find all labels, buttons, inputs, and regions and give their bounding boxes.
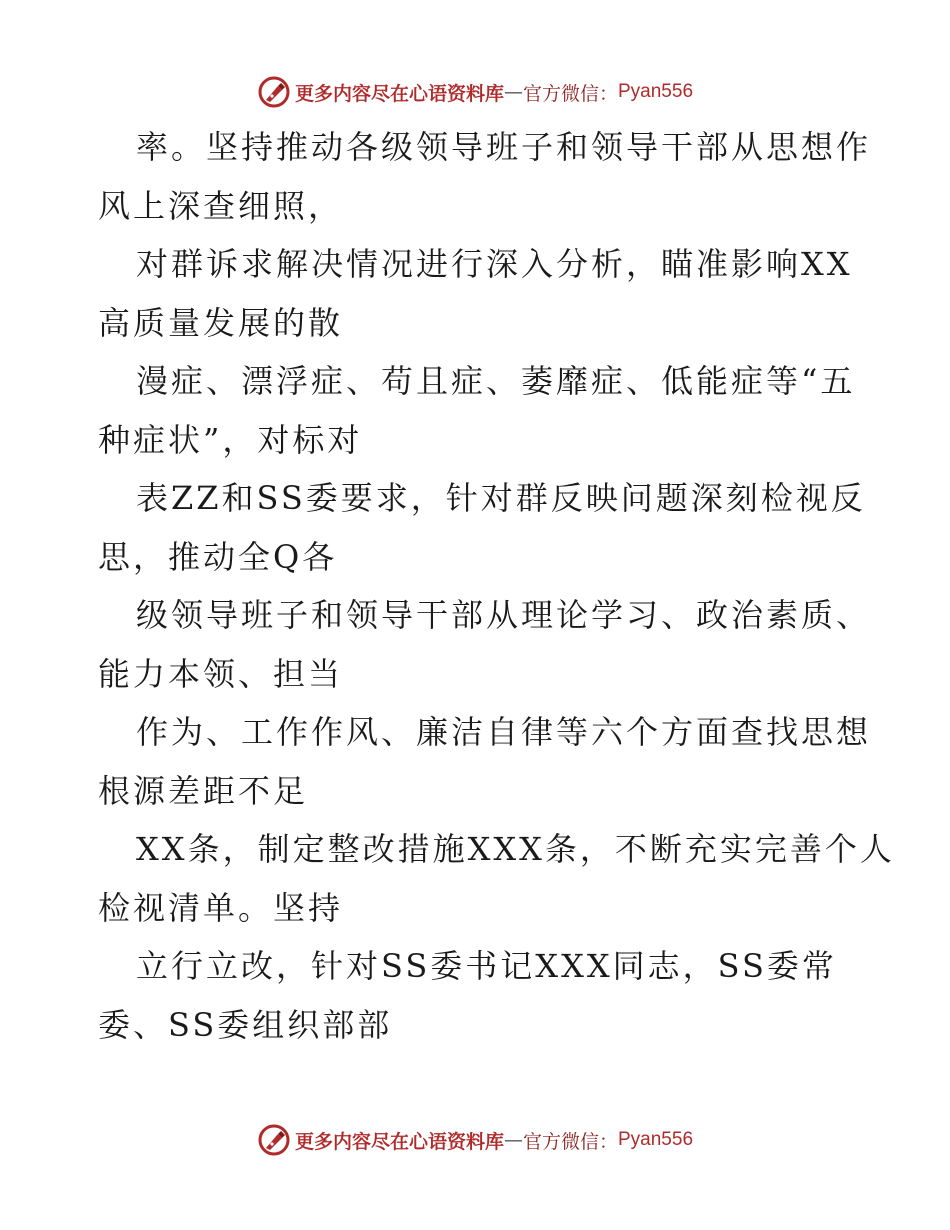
paragraph-line: 根源差距不足 xyxy=(98,771,309,810)
paragraph-line: 思，推动全Q各 xyxy=(98,537,338,576)
paragraph xyxy=(98,118,872,235)
header-banner xyxy=(0,72,950,112)
paragraph-line: 对群诉求解决情况进行深入分析，瞄准影响XX xyxy=(136,245,853,283)
paragraph-line: 检视清单。坚持 xyxy=(98,888,344,927)
pen-nib-logo-icon xyxy=(257,75,291,109)
paragraph-line: 表ZZ和SS委要求，针对群反映问题深刻检视反 xyxy=(136,479,866,517)
paragraph-line: 作为、工作作风、廉洁自律等六个方面查找思想 xyxy=(136,713,872,751)
paragraph-line: 种症状”，对标对 xyxy=(98,420,363,459)
paragraph-line: 漫症、漂浮症、苟且症、萎靡症、低能症等“五 xyxy=(136,362,856,400)
paragraph xyxy=(98,703,872,820)
document-body xyxy=(98,118,895,1054)
paragraph-line: 高质量发展的散 xyxy=(98,303,344,342)
banner-sub-text: 官方微信： xyxy=(522,1130,618,1153)
paragraph xyxy=(98,469,868,586)
paragraph-line: 立行立改，针对SS委书记XXX同志，SS委常 xyxy=(136,947,837,985)
paragraph-line: 级领导班子和领导干部从理论学习、政治素质、 xyxy=(136,596,872,634)
banner-main-text: 更多内容尽在心语资料库 xyxy=(294,1130,504,1153)
banner-separator: — xyxy=(503,81,523,103)
banner-account-id: Pyan556 xyxy=(618,1129,694,1150)
paragraph xyxy=(98,235,868,352)
paragraph-line: 率。坚持推动各级领导班子和领导干部从思想作 xyxy=(136,128,872,166)
paragraph xyxy=(98,586,872,703)
banner-main-text: 更多内容尽在心语资料库 xyxy=(294,82,504,105)
banner-separator: — xyxy=(503,1129,523,1151)
paragraph-line: XX条，制定整改措施XXX条，不断充实完善个人 xyxy=(136,830,895,868)
paragraph-line: 委、SS委组织部部 xyxy=(98,1005,393,1044)
footer-banner xyxy=(0,1120,950,1160)
paragraph xyxy=(98,352,868,469)
paragraph xyxy=(98,937,868,1054)
paragraph-line: 风上深查细照， xyxy=(98,186,344,225)
pen-nib-logo-icon xyxy=(257,1123,291,1157)
banner-account-id: Pyan556 xyxy=(618,81,694,102)
paragraph xyxy=(98,820,895,937)
paragraph-line: 能力本领、担当 xyxy=(98,654,344,693)
banner-sub-text: 官方微信： xyxy=(522,82,618,105)
